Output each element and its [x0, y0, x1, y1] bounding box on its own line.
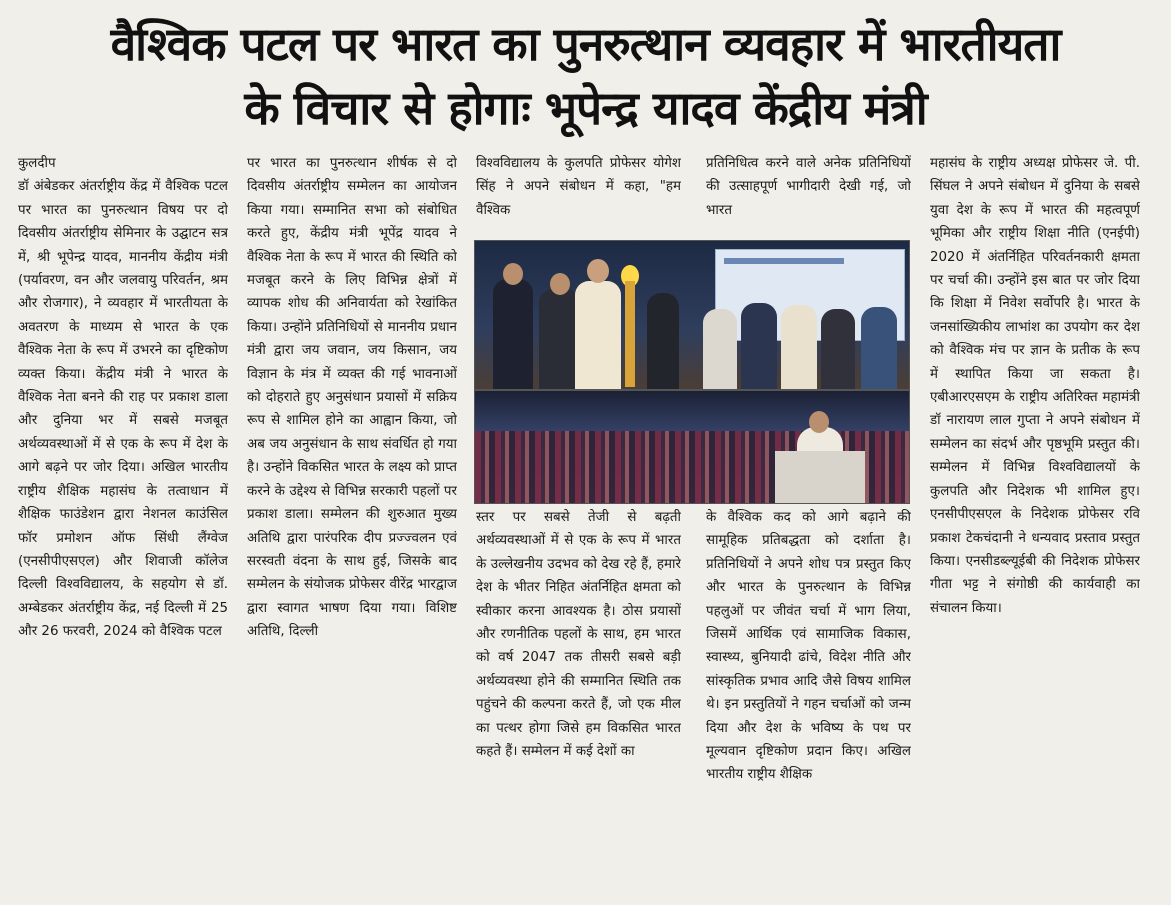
article-column-3-bottom [476, 506, 681, 892]
article-column-4-top [706, 152, 911, 234]
column-5-text: महासंघ के राष्ट्रीय अध्यक्ष प्रोफेसर जे. पी. सिंघल ने अपने संबोधन में दुनिया के सबसे युवा देश के रूप में भारत की महत्वपूर्ण भूमिका और राष्ट्रीय शिक्षा नीति (एनईपी) 2020 में अंतर्निहित परिवर्तनकारी क्षमता पर चर्चा की। उन्होंने इस बात पर जोर दिया कि शिक्षा में निवेश सर्वोपरि है। भारत के जनसांख्यिकीय लाभांश का उपयोग कर देश को वैश्विक मंच पर ज्ञान के प्रतीक के रूप में स्थापित किया जा सकता है। एबीआरएसएम के राष्ट्रीय अतिरिक्त महामंत्री डॉ नारायण लाल गुप्ता ने अपने संबोधन में सम्मेलन का संदर्भ और पृष्ठभूमि प्रस्तुत की। सम्मेलन में विभिन्न विश्वविद्यालयों के कुलपति और निदेशक भी शामिल हुए। एनसीपीएसएल के निदेशक प्रोफेसर रवि प्रकाश टेकचंदानी ने धन्यवाद प्रस्ताव प्रस्तुत किया। एनसीडब्ल्यूईबी की निदेशक प्रोफेसर गीता भट्ट ने संगोष्ठी की कार्यवाही का संचालन किया। [930, 156, 1140, 616]
ceremonial-lamp [625, 281, 635, 387]
column-3-top-text: विश्वविद्यालय के कुलपति प्रोफेसर योगेश सिंह ने अपने संबोधन में कहा, "हम वैश्विक [476, 156, 681, 218]
column-4-bottom-text: के वैश्विक कद को आगे बढ़ाने की सामूहिक प्रतिबद्धता को दर्शाता है। प्रतिनिधियों ने अपने शोध पत्र प्रस्तुत किए और भारत के पुनरुत्थान के विभिन्न पहलुओं पर जीवंत चर्चा में भाग लिया, जिसमें आर्थिक एवं सामाजिक विकास, स्वास्थ्य, बुनियादी ढांचे, विदेश नीति और सांस्कृतिक प्रभाव आदि जैसे विषय शामिल थे। इन प्रस्तुतियों ने गहन चर्चाओं को जन्म दिया और देश के भविष्य के पथ पर मूल्यवान दृष्टिकोण प्रदान किए। अखिल भारतीय राष्ट्रीय शैक्षिक [706, 510, 911, 783]
column-1-text: डॉ अंबेडकर अंतर्राष्ट्रीय केंद्र में वैश्विक पटल पर भारत का पुनरुत्थान विषय पर दो दिवसीय अंतर्राष्ट्रीय सेमिनार के उद्घाटन सत्र में, श्री भूपेन्द्र यादव, माननीय केंद्रीय मंत्री (पर्यावरण, वन और जलवायु परिवर्तन, श्रम और रोजगार), ने व्यवहार में भारतीयता के अवतरण के माध्यम से भारत के एक वैश्विक नेता के रूप में उभरने का दृष्टिकोण व्यक्त किया। केंद्रीय मंत्री ने भारत के वैश्विक नेता बनने की राह पर प्रकाश डाला और दुनिया भर में सबसे मजबूत अर्थव्यवस्थाओं में से एक के रूप में देश के आगे बढ़ने पर जोर दिया। अखिल भारतीय राष्ट्रीय शैक्षिक महासंघ के तत्वाधान में शैक्षिक फाउंडेशन द्वारा नेशनल काउंसिल फॉर प्रमोशन ऑफ सिंधी लैंग्वेज (एनसीपीएसएल) और शिवाजी कॉलेज दिल्ली विश्वविद्यालय, के सहयोग से डॉ. अम्बेडकर अंतर्राष्ट्रीय केंद्र, नई दिल्ली में 25 और 26 फरवरी, 2024 को वैश्विक पटल [18, 179, 228, 640]
article-column-4-bottom [706, 506, 911, 892]
column-2-text: पर भारत का पुनरुत्थान शीर्षक से दो दिवसीय अंतर्राष्ट्रीय सम्मेलन का आयोजन किया गया। सम्मानित सभा को संबोधित करते हुए, केंद्रीय मंत्री भूपेंद्र यादव ने वैश्विक नेता के रूप में भारत की स्थिति को मजबूत करने के लिए विभिन्न क्षेत्रों में व्यापक शोध की अनिवार्यता को रेखांकित किया। उन्होंने प्रतिनिधियों से माननीय प्रधान मंत्री द्वारा जय जवान, जय किसान, जय विज्ञान के मंत्र में व्यक्त की गई भावनाओं को दोहराते हुए अनुसंधान प्रयासों में सक्रिय रूप से शामिल होने का आह्वान किया, जो अब जय अनुसंधान के साथ संवर्धित हो गया है। उन्होंने विकसित भारत के लक्ष्य को प्राप्त करने के उद्देश्य से विभिन्न सरकारी पहलों पर प्रकाश डाला। सम्मेलन की शुरुआत मुख्य अतिथि द्वारा पारंपरिक दीप प्रज्ज्वलन एवं सरस्वती वंदना के साथ हुई, जिसके बाद सम्मेलन के संयोजक प्रोफेसर वीरेंद्र भारद्वाज द्वारा स्वागत भाषण दिया गया। विशिष्ट अतिथि, दिल्ली [247, 156, 457, 640]
podium [775, 451, 865, 503]
column-3-bottom-text: स्तर पर सबसे तेजी से बढ़ती अर्थव्यवस्थाओं में से एक के रूप में भारत के उल्लेखनीय उदभव को देख रहे हैं, हमारे देश के भीतर निहित अंतर्निहित क्षमता को स्वीकार करना आवश्यक है। ठोस प्रयासों और रणनीतिक पहलों के साथ, हम भारत को वर्ष 2047 तक तीसरी सबसे बड़ी अर्थव्यवस्था होने की सम्मानित स्थिति तक पहुंचने की कल्पना करते हैं, जो एक मील का पत्थर होगा जिसे हम विकसित भारत कहते हैं। सम्मेलन में कई देशों का [476, 510, 681, 760]
article-column-1 [18, 152, 228, 892]
article-column-2 [247, 152, 457, 892]
headline-line-1: वैश्विक पटल पर भारत का पुनरुत्थान व्यवहार में भारतीयता [110, 17, 1061, 71]
headline-line-2: के विचार से होगाः भूपेन्द्र यादव केंद्रीय मंत्री [244, 81, 927, 135]
headline [0, 0, 1171, 152]
photo-audience-address [474, 390, 910, 504]
hall-ceiling [475, 391, 909, 431]
column-4-top-text: प्रतिनिधित्व करने वाले अनेक प्रतिनिधियों की उत्साहपूर्ण भागीदारी देखी गई, जो भारत [706, 156, 911, 218]
photo-lamp-lighting [474, 240, 910, 390]
byline: कुलदीप [18, 156, 56, 171]
article-column-5 [930, 152, 1140, 892]
article-column-3-top [476, 152, 681, 234]
